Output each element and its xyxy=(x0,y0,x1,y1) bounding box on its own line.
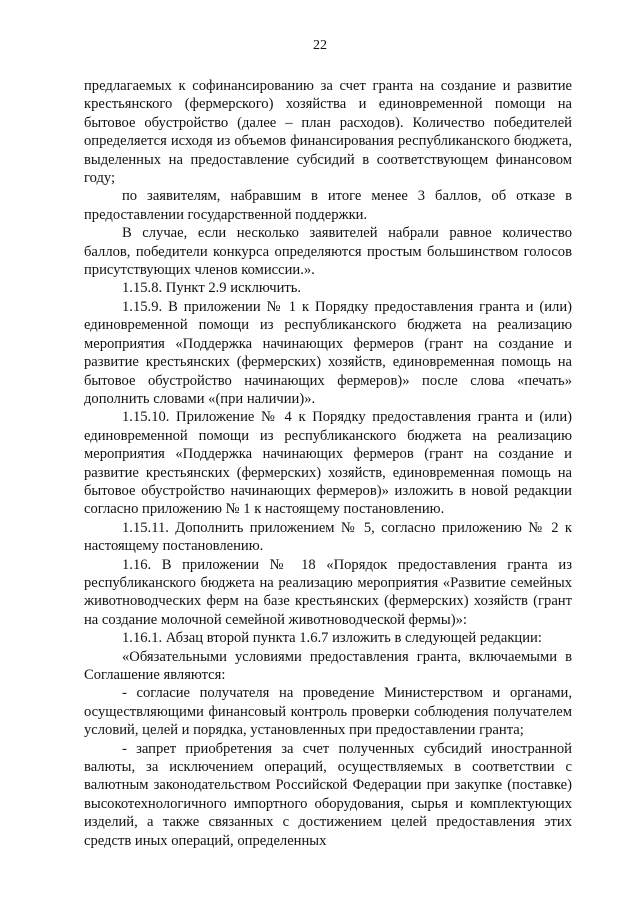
page-number: 22 xyxy=(313,38,327,53)
paragraph-1-15-8: 1.15.8. Пункт 2.9 исключить. xyxy=(122,280,302,297)
paragraph-1-15-11: 1.15.11. Дополнить приложением № 5, согласно приложению № 2 к настоящему постановлению. xyxy=(84,519,572,555)
paragraph-consent: - согласие получателя на проведение Министерством и органами, осуществляющими финансовый контроль проверки соблюдения получателем условий, целей и порядка, установленных при предоставлении гранта; xyxy=(84,685,572,739)
paragraph-1-15-9: 1.15.9. В приложении № 1 к Порядку предоставления гранта и (или) единовременной помощи из республиканского бюджета на реализацию мероприятия «Поддержка начинающих фермеров (грант на создание и развитие крестьянских (фермерских) хозяйств, единовременная помощь на бытовое обустройство начинающих фермеров)» после слова «печать» дополнить словами «(при наличии)». xyxy=(84,298,572,407)
paragraph-equal-score: В случае, если несколько заявителей набрали равное количество баллов, победители конкурса определяются простым большинством голосов присутствующих членов комиссии.». xyxy=(84,225,572,279)
document-body xyxy=(84,77,572,850)
paragraph-1-16: 1.16. В приложении № 18 «Порядок предоставления гранта из республиканского бюджета на реализацию мероприятия «Развитие семейных животноводческих ферм на базе крестьянских (фермерских) хозяйств (грант на создание молочной семейной животноводческой фермы)»: xyxy=(84,556,572,628)
paragraph-1-15-10: 1.15.10. Приложение № 4 к Порядку предоставления гранта и (или) единовременной помощи из республиканского бюджета на реализацию мероприятия «Поддержка начинающих фермеров (грант на создание и развитие крестьянских (фермерских) хозяйств, единовременная помощь на бытовое обустройство начинающих фермеров)» изложить в новой редакции согласно приложению № 1 к настоящему постановлению. xyxy=(84,409,572,518)
paragraph-mandatory-conditions: «Обязательными условиями предоставления гранта, включаемыми в Соглашение являются: xyxy=(84,648,572,683)
paragraph-plan-of-expenses: предлагаемых к софинансированию за счет гранта на создание и развитие крестьянского (фермерского) хозяйства и единовременной помощи на бытовое обустройство (далее – план расходов). Количество победителей определяется исходя из объемов финансирования республиканского бюджета, выделенных на предоставление субсидий в соответствующем финансовом году; xyxy=(84,78,572,187)
paragraph-1-16-1: 1.16.1. Абзац второй пункта 1.6.7 изложить в следующей редакции: xyxy=(122,630,542,647)
paragraph-currency-ban: - запрет приобретения за счет полученных субсидий иностранной валюты, за исключением операций, осуществляемых в соответствии с валютным законодательством Российской Федерации при закупке (поставке) высокотехнологичного импортного оборудования, сырья и комплектующих изделий, а также связанных с достижением целей предоставления этих средств иных операций, определенных xyxy=(84,740,572,849)
paragraph-refusal: по заявителям, набравшим в итоге менее 3 баллов, об отказе в предоставлении государственной поддержки. xyxy=(84,188,572,223)
